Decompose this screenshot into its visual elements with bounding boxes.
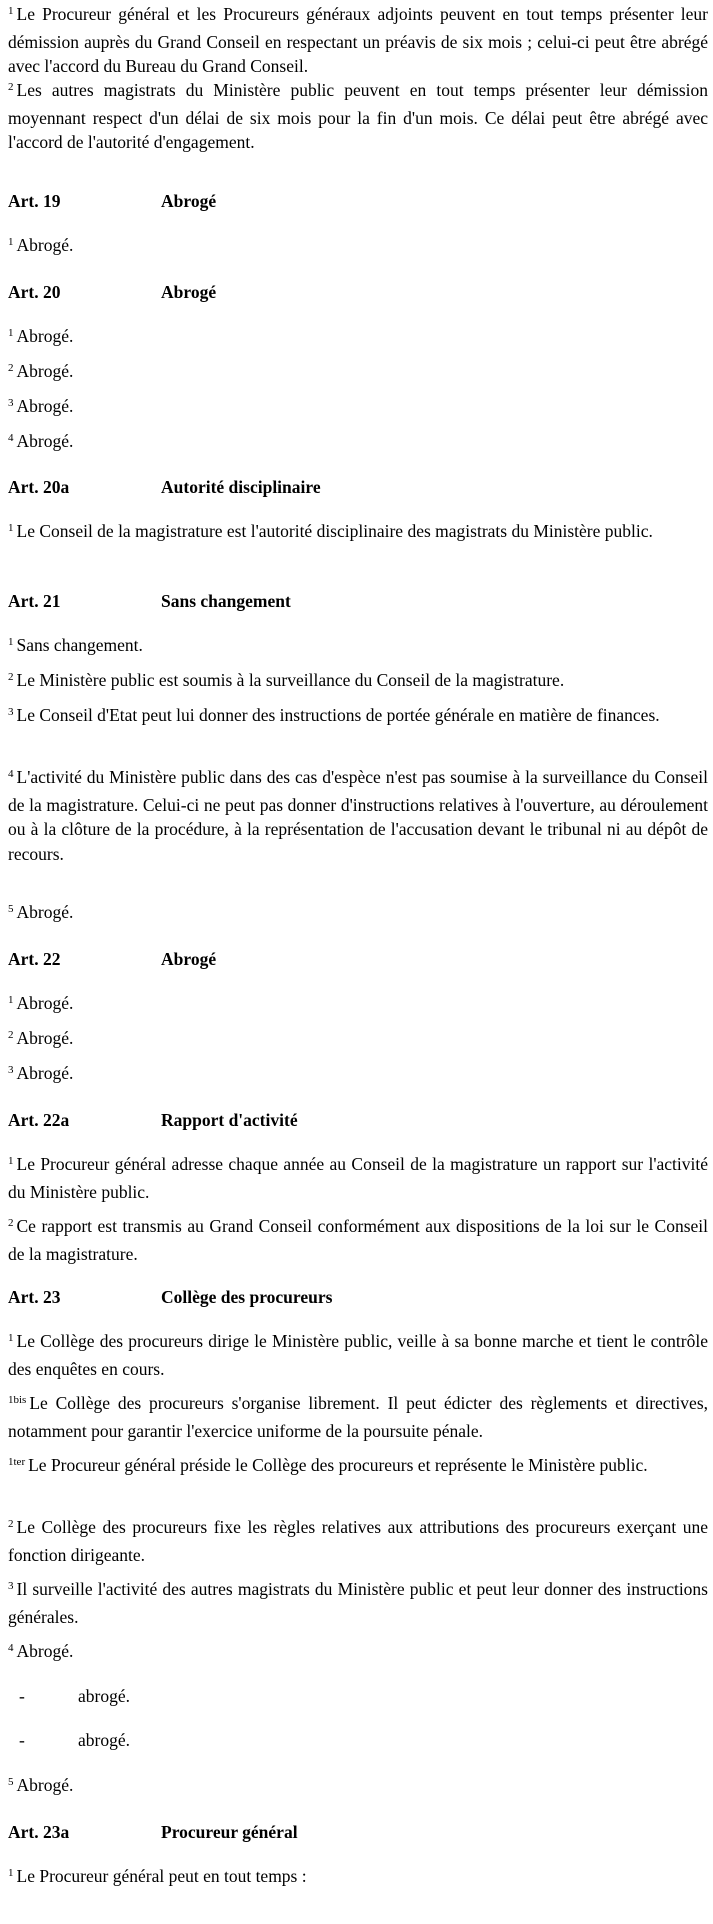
paragraph-number: 2 bbox=[8, 81, 14, 93]
paragraph bbox=[8, 1773, 708, 1801]
paragraph bbox=[8, 703, 708, 731]
paragraph-text: Le Collège des procureurs s'organise librement. Il peut édicter des règlements et directives, notamment pour garantir l'exercice uniforme de la poursuite pénale. bbox=[8, 1393, 708, 1441]
list-dash: - bbox=[19, 1686, 25, 1706]
paragraph-text: Abrogé. bbox=[16, 396, 74, 416]
article-number: Art. 19 bbox=[8, 191, 61, 211]
paragraph-number: 1 bbox=[8, 327, 14, 339]
paragraph-text: L'activité du Ministère public dans des cas d'espèce n'est pas soumise à la surveillance du Conseil de la magistrature. Celui-ci ne peut pas donner d'instructions relatives à l'ouverture, au déroulement ou à la clôture de la procédure, à la représentation de l'accusation devant le tribunal ni au dépôt de recours. bbox=[8, 767, 708, 864]
paragraph-text: Il surveille l'activité des autres magistrats du Ministère public et peut leur donner des instructions générales. bbox=[8, 1579, 708, 1627]
article-number: Art. 22 bbox=[8, 949, 61, 969]
article-number: Art. 23a bbox=[8, 1822, 70, 1842]
paragraph-number: 2 bbox=[8, 1518, 14, 1530]
paragraph bbox=[8, 1577, 708, 1629]
paragraph-number: 1 bbox=[8, 5, 14, 17]
paragraph bbox=[8, 668, 708, 696]
paragraph bbox=[8, 359, 708, 387]
paragraph-number: 1 bbox=[8, 994, 14, 1006]
paragraph-number: 2 bbox=[8, 362, 14, 374]
article-title: Autorité disciplinaire bbox=[161, 477, 321, 497]
paragraph-text: Abrogé. bbox=[16, 326, 74, 346]
paragraph bbox=[8, 2, 708, 79]
paragraph-text: Abrogé. bbox=[16, 902, 74, 922]
paragraph bbox=[8, 1214, 708, 1266]
article-number: Art. 20a bbox=[8, 477, 70, 497]
paragraph bbox=[8, 1391, 708, 1443]
article-title: Collège des procureurs bbox=[161, 1287, 333, 1307]
article-number: Art. 23 bbox=[8, 1287, 61, 1307]
paragraph bbox=[8, 233, 708, 261]
paragraph bbox=[8, 633, 708, 661]
paragraph-number: 1 bbox=[8, 1155, 14, 1167]
paragraph bbox=[8, 1329, 708, 1381]
paragraph-text: Sans changement. bbox=[16, 635, 143, 655]
paragraph bbox=[8, 900, 708, 928]
paragraph-number: 4 bbox=[8, 1642, 14, 1654]
paragraph-text: Ce rapport est transmis au Grand Conseil conformément aux dispositions de la loi sur le Conseil de la magistrature. bbox=[8, 1216, 708, 1264]
paragraph-text: Abrogé. bbox=[16, 1775, 74, 1795]
article-title: Abrogé bbox=[161, 282, 217, 302]
article-title: Abrogé bbox=[161, 949, 217, 969]
paragraph bbox=[8, 394, 708, 422]
paragraph-number: 1 bbox=[8, 1332, 14, 1344]
paragraph-number: 1 bbox=[8, 236, 14, 248]
paragraph-number: 4 bbox=[8, 768, 14, 780]
list-item-text: abrogé. bbox=[78, 1730, 130, 1750]
paragraph bbox=[8, 519, 708, 547]
paragraph-number: 2 bbox=[8, 1029, 14, 1041]
paragraph bbox=[8, 78, 708, 155]
paragraph-text: Le Collège des procureurs fixe les règles relatives aux attributions des procureurs exerçant une fonction dirigeante. bbox=[8, 1517, 708, 1565]
paragraph bbox=[8, 765, 708, 866]
paragraph bbox=[8, 324, 708, 352]
paragraph bbox=[8, 429, 708, 457]
paragraph-number: 3 bbox=[8, 1580, 14, 1592]
paragraph-number: 1ter bbox=[8, 1456, 26, 1468]
paragraph-number: 1 bbox=[8, 522, 14, 534]
paragraph-number: 1bis bbox=[8, 1394, 27, 1406]
paragraph-number: 1 bbox=[8, 1867, 14, 1879]
article-number: Art. 20 bbox=[8, 282, 61, 302]
article-number: Art. 21 bbox=[8, 591, 61, 611]
paragraph bbox=[8, 1453, 708, 1481]
paragraph-number: 2 bbox=[8, 1217, 14, 1229]
paragraph bbox=[8, 1515, 708, 1567]
paragraph-text: Abrogé. bbox=[16, 235, 74, 255]
paragraph-text: Le Ministère public est soumis à la surveillance du Conseil de la magistrature. bbox=[16, 670, 565, 690]
paragraph-text: Le Procureur général adresse chaque année au Conseil de la magistrature un rapport sur l'activité du Ministère public. bbox=[8, 1154, 708, 1202]
paragraph-text: Abrogé. bbox=[16, 361, 74, 381]
paragraph bbox=[8, 991, 708, 1019]
paragraph-text: Les autres magistrats du Ministère public peuvent en tout temps présenter leur démission moyennant respect d'un délai de six mois pour la fin d'un mois. Ce délai peut être abrégé avec l'accord de l'autorité d'engagement. bbox=[8, 80, 708, 152]
paragraph-text: Abrogé. bbox=[16, 1028, 74, 1048]
paragraph-number: 3 bbox=[8, 1064, 14, 1076]
paragraph-text: Abrogé. bbox=[16, 1063, 74, 1083]
article-number: Art. 22a bbox=[8, 1110, 70, 1130]
list-item-text: abrogé. bbox=[78, 1686, 130, 1706]
paragraph bbox=[8, 1026, 708, 1054]
paragraph-text: Abrogé. bbox=[16, 993, 74, 1013]
list-dash: - bbox=[19, 1730, 25, 1750]
paragraph-text: Le Conseil de la magistrature est l'autorité disciplinaire des magistrats du Ministère public. bbox=[16, 521, 653, 541]
paragraph bbox=[8, 1061, 708, 1089]
article-title: Sans changement bbox=[161, 591, 291, 611]
paragraph bbox=[8, 1864, 708, 1892]
article-title: Abrogé bbox=[161, 191, 217, 211]
paragraph-number: 1 bbox=[8, 636, 14, 648]
paragraph-text: Le Conseil d'Etat peut lui donner des instructions de portée générale en matière de finances. bbox=[16, 705, 660, 725]
article-title: Procureur général bbox=[161, 1822, 298, 1842]
paragraph-number: 2 bbox=[8, 671, 14, 683]
paragraph-text: Le Collège des procureurs dirige le Ministère public, veille à sa bonne marche et tient le contrôle des enquêtes en cours. bbox=[8, 1331, 708, 1379]
paragraph-number: 5 bbox=[8, 903, 14, 915]
paragraph-text: Le Procureur général préside le Collège des procureurs et représente le Ministère public. bbox=[28, 1455, 648, 1475]
paragraph-number: 3 bbox=[8, 706, 14, 718]
paragraph-text: Abrogé. bbox=[16, 1641, 74, 1661]
paragraph-text: Le Procureur général et les Procureurs généraux adjoints peuvent en tout temps présenter leur démission auprès du Grand Conseil en respectant un préavis de six mois ; celui-ci peut être abrégé avec l'accord du Bureau du Grand Conseil. bbox=[8, 4, 708, 76]
article-title: Rapport d'activité bbox=[161, 1110, 298, 1130]
paragraph-text: Abrogé. bbox=[16, 431, 74, 451]
paragraph-text: Le Procureur général peut en tout temps : bbox=[16, 1866, 307, 1886]
paragraph bbox=[8, 1152, 708, 1204]
paragraph bbox=[8, 1639, 708, 1667]
paragraph-number: 3 bbox=[8, 397, 14, 409]
paragraph-number: 4 bbox=[8, 432, 14, 444]
paragraph-number: 5 bbox=[8, 1776, 14, 1788]
